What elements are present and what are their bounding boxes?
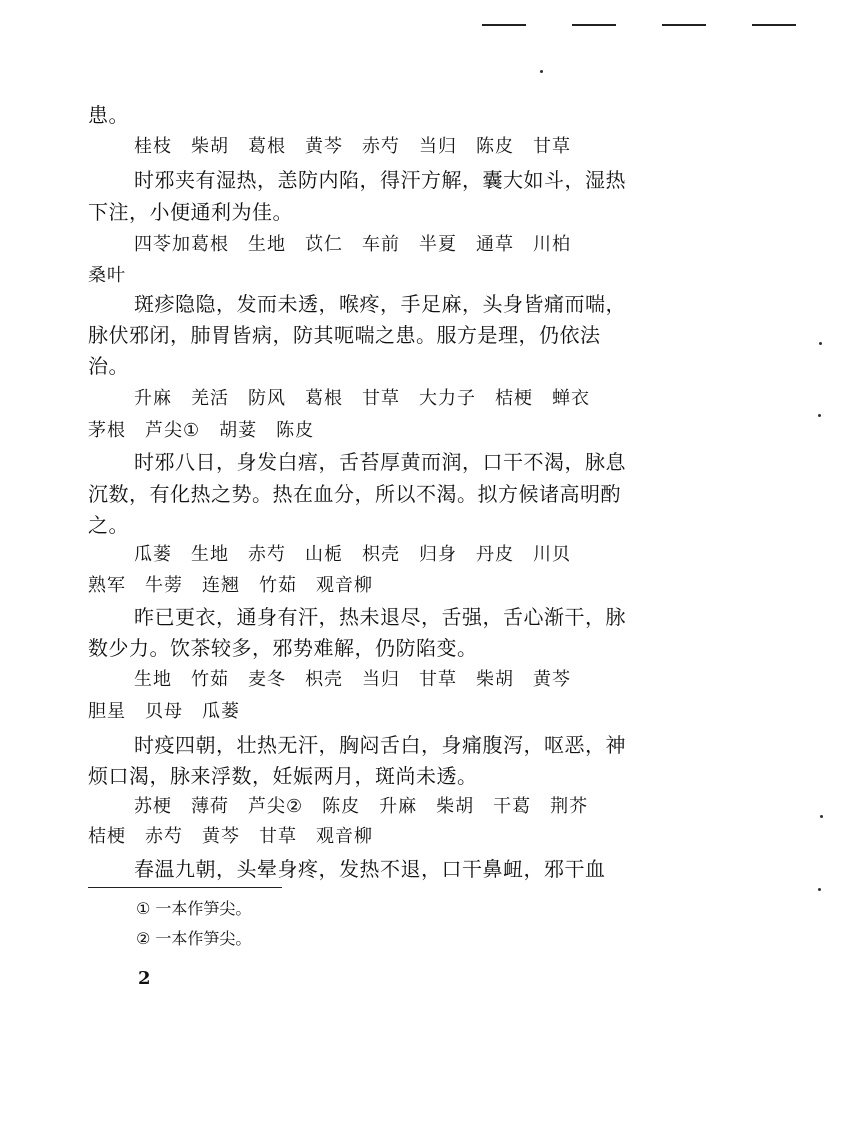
prescription-line: 熟军 牛蒡 连翘 竹茹 观音柳 [88,575,373,596]
scan-speck [819,342,822,345]
scan-dash [572,24,616,26]
text-line: 时邪夹有湿热，恙防内陷，得汗方解，囊大如斗，湿热 [134,168,626,192]
text-line: 昨已更衣，通身有汗，热未退尽，舌强，舌心渐干，脉 [134,605,626,629]
prescription-line: 桑叶 [88,265,126,286]
text-line: 春温九朝，头晕身疼，发热不退，口干鼻衄，邪干血 [134,857,606,881]
prescription-line: 茅根 芦尖① 胡荽 陈皮 [88,420,315,441]
text-line: 时邪八日，身发白痦，舌苔厚黄而润，口干不渴，脉息 [134,450,626,474]
text-line: 烦口渴，脉来浮数，妊娠两月，斑尚未透。 [88,764,478,788]
scan-speck [820,815,823,818]
scan-dash [482,24,526,26]
footnote-1: ① 一本作笋尖。 [136,899,252,918]
footnote-rule [88,887,282,888]
scan-speck [540,70,543,73]
text-line: 数少力。饮茶较多，邪势难解，仍防陷变。 [88,636,478,660]
prescription-line: 生地 竹茹 麦冬 枳壳 当归 甘草 柴胡 黄芩 [134,669,571,690]
text-line: 下注，小便通利为佳。 [88,200,293,224]
prescription-line: 升麻 羌活 防风 葛根 甘草 大力子 桔梗 蝉衣 [134,388,590,409]
text-line: 治。 [88,354,129,378]
text-line: 之。 [88,513,129,537]
prescription-line: 四苓加葛根 生地 苡仁 车前 半夏 通草 川柏 [134,234,571,255]
text-line: 斑疹隐隐，发而未透，喉疼，手足麻，头身皆痛而喘， [134,292,626,316]
footnote-2: ② 一本作笋尖。 [136,929,252,948]
text-line: 脉伏邪闭，肺胃皆病，防其呃喘之患。服方是理，仍依法 [88,323,601,347]
prescription-line: 苏梗 薄荷 芦尖② 陈皮 升麻 柴胡 干葛 荆芥 [134,796,589,817]
prescription-line: 桔梗 赤芍 黄芩 甘草 观音柳 [88,826,373,847]
page-number: 2 [138,968,151,989]
prescription-line: 桂枝 柴胡 葛根 黄芩 赤芍 当归 陈皮 甘草 [134,136,571,157]
scan-dash [662,24,706,26]
scan-speck [818,888,821,891]
prescription-line: 胆星 贝母 瓜蒌 [88,701,240,722]
text-line: 时疫四朝，壮热无汗，胸闷舌白，身痛腹泻，呕恶，神 [134,733,626,757]
text-line: 患。 [88,103,129,127]
prescription-line: 瓜蒌 生地 赤芍 山栀 枳壳 归身 丹皮 川贝 [134,544,571,565]
text-line: 沉数，有化热之势。热在血分，所以不渴。拟方候诸高明酌 [88,482,621,506]
scan-speck [818,414,821,417]
scan-dash [752,24,796,26]
